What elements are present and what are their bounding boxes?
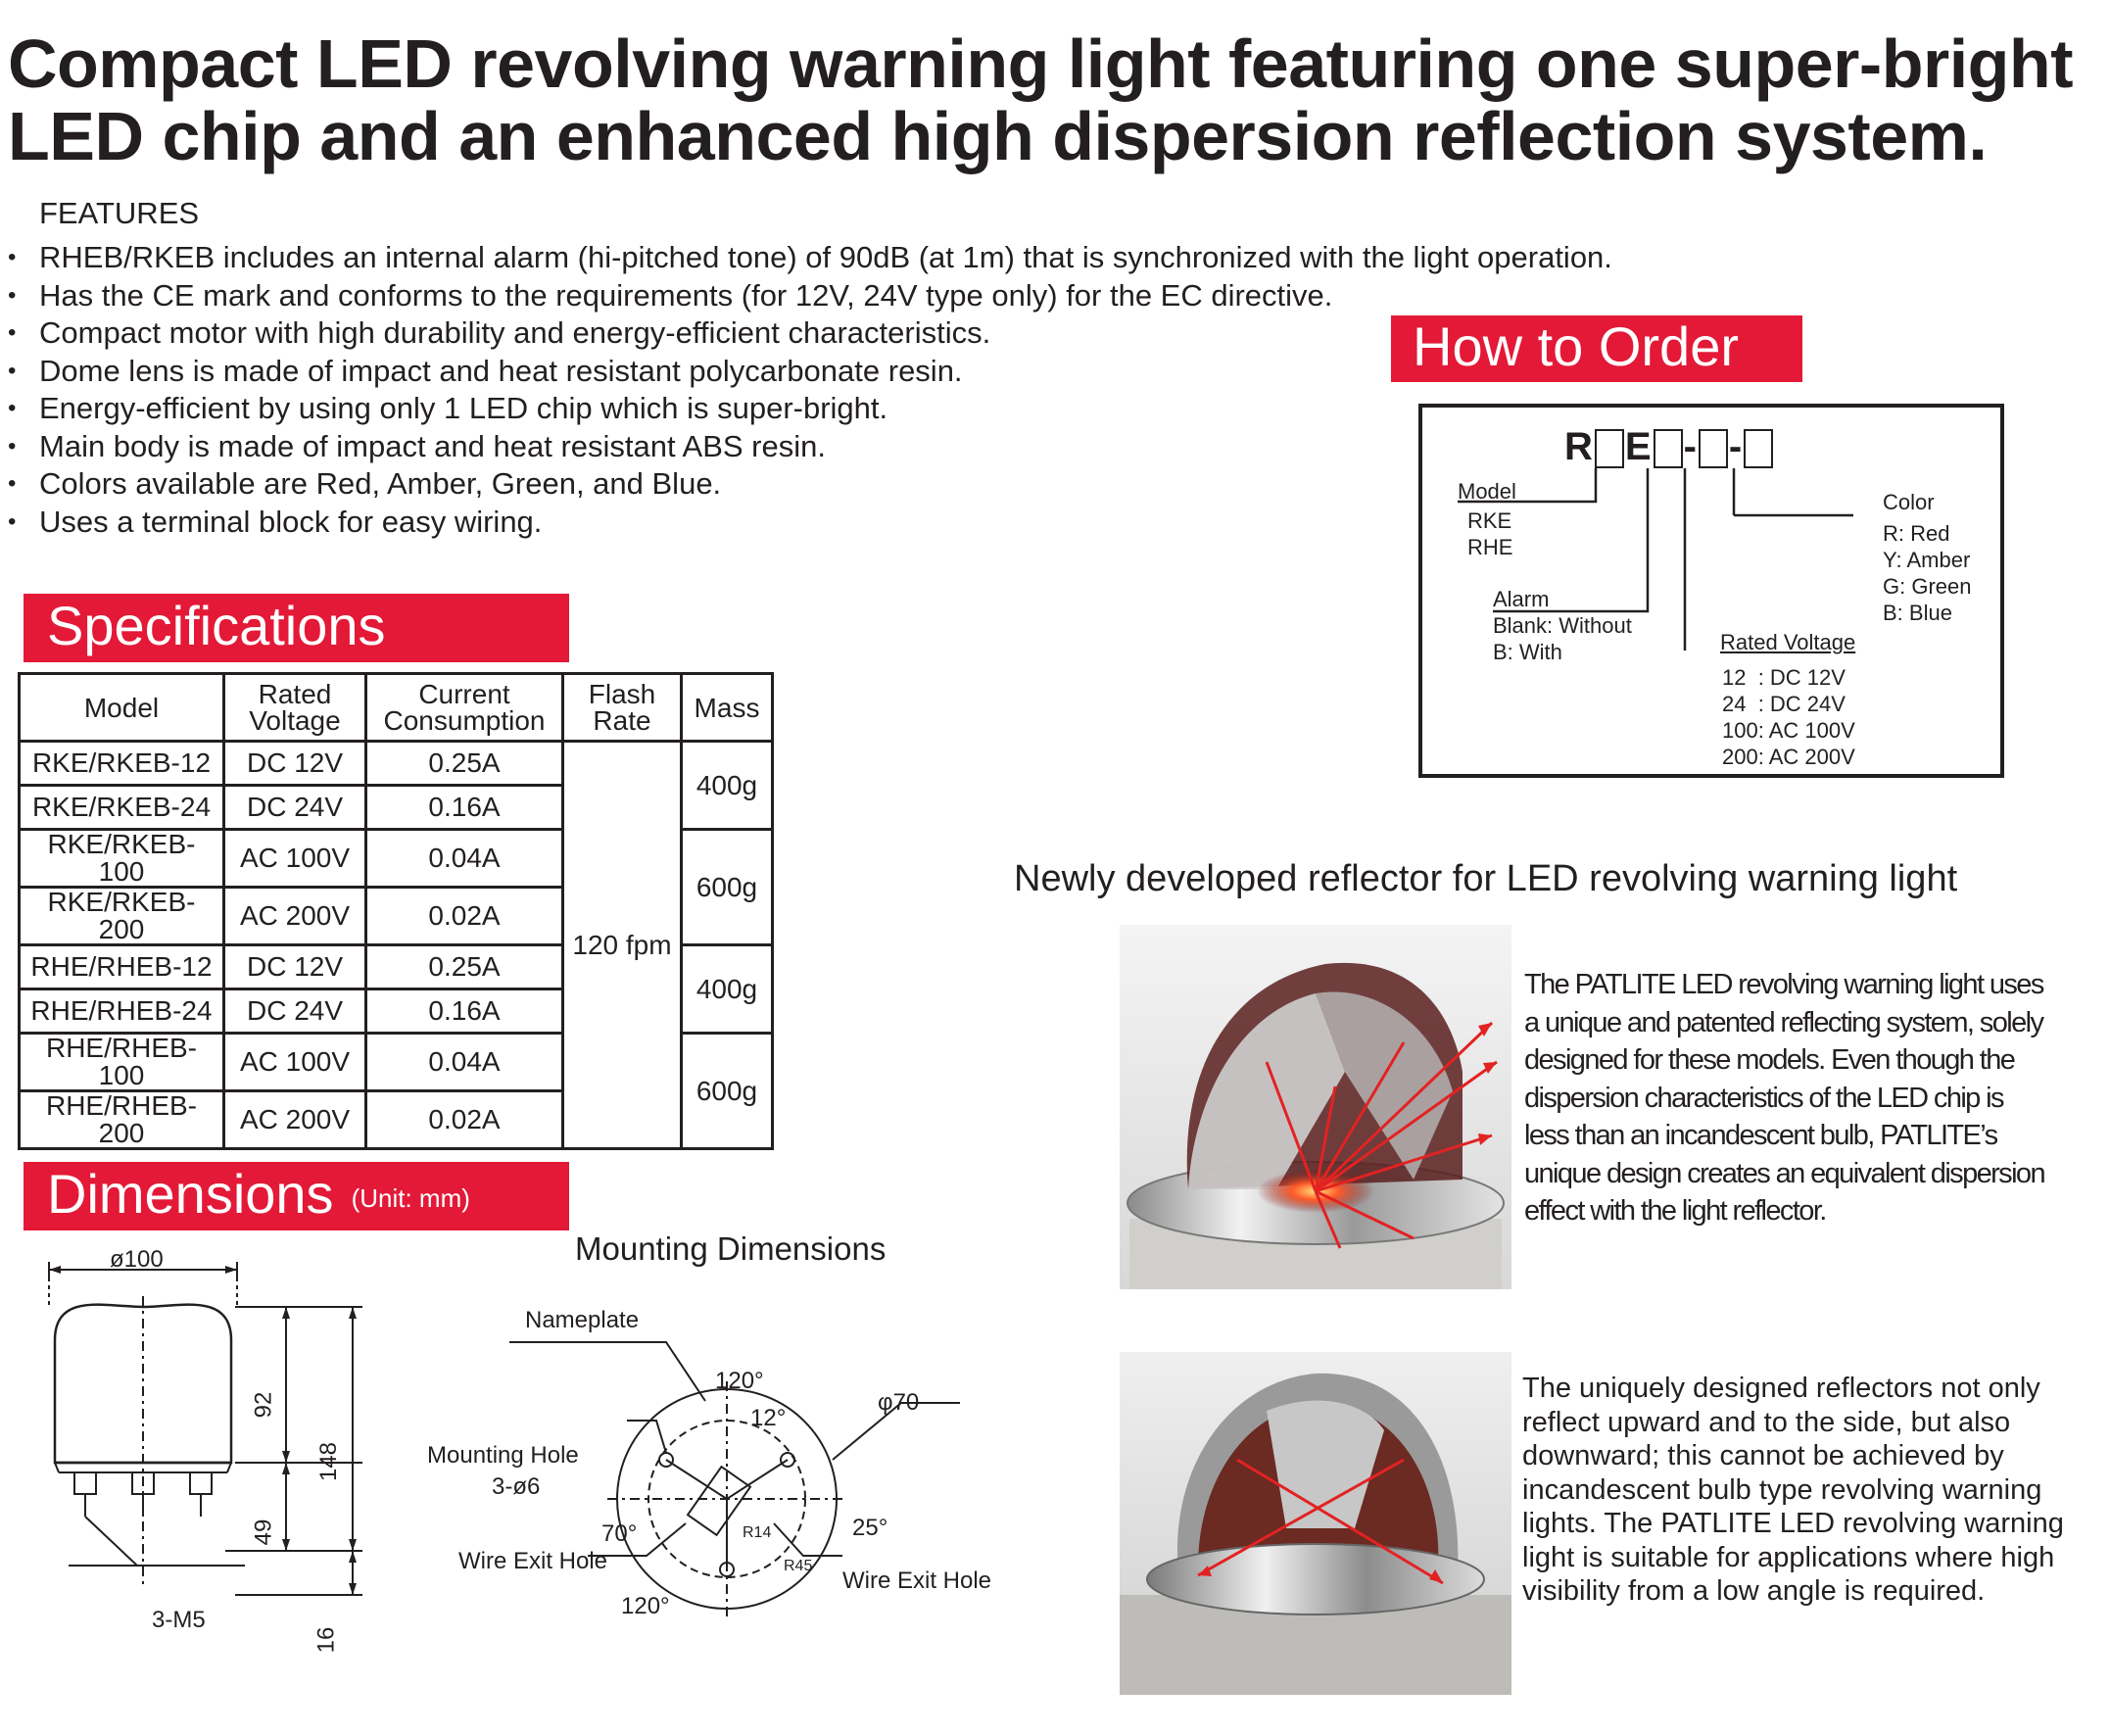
cell-mass: 600g [682, 830, 773, 945]
reflector-photo-2 [1120, 1352, 1511, 1695]
order-color-value: G: Green [1883, 574, 1972, 599]
cell-model: RHE/RHEB-12 [20, 945, 224, 989]
mount-angle-25: 25° [852, 1515, 888, 1541]
header-flash-line1: Flash [588, 679, 656, 709]
cell-model: RHE/RHEB-24 [20, 989, 224, 1034]
table-header-row [20, 674, 773, 742]
header-flash-line2: Rate [593, 705, 651, 736]
dim-height-top: 92 [250, 1391, 277, 1419]
mount-wire-exit-left: Wire Exit Hole [458, 1548, 608, 1574]
headline-line-1: Compact LED revolving warning light featuring one super-bright [8, 25, 2073, 102]
feature-item: • Compact motor with high durability and energy-efficient characteristics. [6, 314, 1612, 353]
feature-item: • Has the CE mark and conforms to the requirements (for 12V, 24V type only) for the EC directive. [6, 277, 1612, 315]
code-letter-r: R [1564, 425, 1594, 468]
features-list [6, 239, 1612, 541]
feature-item: • Colors available are Red, Amber, Green, and Blue. [6, 465, 1612, 504]
order-model-value: RHE [1467, 535, 1513, 559]
mount-r14: R14 [743, 1524, 772, 1541]
dim-diameter: ø100 [110, 1246, 164, 1273]
cell-current: 0.25A [366, 945, 563, 989]
header-voltage-line2: Voltage [249, 705, 341, 736]
cell-current: 0.02A [366, 888, 563, 945]
mount-r45: R45 [784, 1558, 813, 1574]
header-current-line1: Current [418, 679, 510, 709]
cell-voltage: DC 12V [224, 945, 366, 989]
features-title: FEATURES [39, 196, 200, 230]
order-alarm-value: Blank: Without [1493, 613, 1632, 638]
mount-mounting-hole-spec: 3-ø6 [492, 1473, 541, 1500]
mount-angle-12: 12° [750, 1405, 787, 1431]
order-alarm-value: B: With [1493, 640, 1562, 664]
mount-angle-top: 120° [715, 1368, 764, 1394]
header-current [366, 674, 563, 742]
cell-current: 0.04A [366, 830, 563, 888]
code-dash: - [1683, 425, 1698, 468]
how-to-order-heading: How to Order [1391, 315, 1802, 382]
cell-current: 0.16A [366, 989, 563, 1034]
header-flash [563, 674, 682, 742]
cell-current: 0.02A [366, 1091, 563, 1149]
cell-current: 0.25A [366, 742, 563, 786]
order-color-value: Y: Amber [1883, 548, 1971, 572]
dimensions-title: Dimensions [47, 1163, 334, 1225]
cell-voltage: AC 100V [224, 1034, 366, 1091]
code-letter-e: E [1624, 425, 1653, 468]
order-model-label: Model [1458, 479, 1516, 504]
feature-item: • Dome lens is made of impact and heat resistant polycarbonate resin. [6, 353, 1612, 391]
order-voltage-value: 200: AC 200V [1722, 745, 1855, 769]
headline-line-2: LED chip and an enhanced high dispersion reflection system. [8, 98, 1988, 174]
cell-model: RHE/RHEB-200 [20, 1091, 224, 1149]
feature-item: • RHEB/RKEB includes an internal alarm (hi-pitched tone) of 90dB (at 1m) that is synchronized with the light operation. [6, 239, 1612, 277]
dimensions-heading [24, 1162, 569, 1230]
cell-mass: 400g [682, 945, 773, 1034]
order-voltage-label: Rated Voltage [1720, 630, 1856, 654]
cell-model: RKE/RKEB-100 [20, 830, 224, 888]
dim-height-terminal: 16 [312, 1626, 340, 1654]
mount-angle-70: 70° [601, 1520, 638, 1547]
order-voltage-value: 12 : DC 12V [1722, 665, 1846, 690]
order-color-value: B: Blue [1883, 601, 1952, 625]
dim-height-bottom: 49 [250, 1519, 277, 1546]
specifications-table [18, 672, 774, 1150]
reflector-title: Newly developed reflector for LED revolving warning light [1014, 858, 1958, 899]
cell-mass: 400g [682, 742, 773, 830]
header-mass: Mass [682, 674, 773, 742]
reflector-description-2: The uniquely designed reflectors not only reflect upward and to the side, but also downward; this cannot be achieved by incandescent bulb type revolving warning lights. The PATLITE LED revolving warning light is suitable for applications where high visibility from a low angle is required. [1522, 1373, 2064, 1607]
dimensions-unit: (Unit: mm) [351, 1183, 470, 1214]
cell-voltage: AC 200V [224, 1091, 366, 1149]
reflector-photo-1 [1120, 925, 1511, 1289]
cell-voltage: AC 200V [224, 888, 366, 945]
cell-model: RHE/RHEB-100 [20, 1034, 224, 1091]
cell-flash-rate: 120 fpm [563, 742, 682, 1149]
mount-phi70: φ70 [878, 1389, 920, 1416]
header-model: Model [20, 674, 224, 742]
cell-current: 0.16A [366, 786, 563, 830]
reflector-description-1: The PATLITE LED revolving warning light uses a unique and patented reflecting system, solely designed for these models. Even though the dispersion characteristics of the LED chip is less than an incandescent bulb, PATLITE’s unique design creates an equivalent dispersion effect with the light reflector. [1524, 969, 2044, 1227]
order-code-diagram [1418, 404, 2004, 778]
table-row [20, 742, 773, 786]
mount-nameplate: Nameplate [525, 1307, 640, 1333]
dim-terminal: 3-M5 [152, 1607, 206, 1633]
cell-current: 0.04A [366, 1034, 563, 1091]
feature-item: • Main body is made of impact and heat resistant ABS resin. [6, 428, 1612, 466]
cell-model: RKE/RKEB-24 [20, 786, 224, 830]
order-voltage-value: 100: AC 100V [1722, 718, 1855, 743]
cell-voltage: DC 24V [224, 989, 366, 1034]
header-voltage-line1: Rated [258, 679, 332, 709]
dim-height-total: 148 [315, 1441, 343, 1482]
feature-item: • Uses a terminal block for easy wiring. [6, 504, 1612, 542]
mount-wire-exit-right: Wire Exit Hole [842, 1567, 992, 1594]
mounting-title: Mounting Dimensions [575, 1230, 887, 1267]
feature-item: • Energy-efficient by using only 1 LED chip which is super-bright. [6, 390, 1612, 428]
cell-voltage: DC 12V [224, 742, 366, 786]
page-headline [8, 27, 2104, 172]
order-alarm-label: Alarm [1493, 587, 1550, 611]
code-dash: - [1728, 425, 1744, 468]
header-voltage [224, 674, 366, 742]
cell-voltage: DC 24V [224, 786, 366, 830]
cell-voltage: AC 100V [224, 830, 366, 888]
order-model-value: RKE [1467, 508, 1512, 533]
order-voltage-value: 24 : DC 24V [1722, 692, 1846, 716]
mount-mounting-hole: Mounting Hole [427, 1442, 579, 1469]
cell-mass: 600g [682, 1034, 773, 1149]
header-current-line2: Consumption [383, 705, 546, 736]
specifications-heading: Specifications [24, 594, 569, 662]
mount-angle-bottom: 120° [621, 1593, 670, 1619]
order-color-value: R: Red [1883, 521, 1950, 546]
order-color-label: Color [1883, 490, 1935, 514]
cell-model: RKE/RKEB-12 [20, 742, 224, 786]
cell-model: RKE/RKEB-200 [20, 888, 224, 945]
